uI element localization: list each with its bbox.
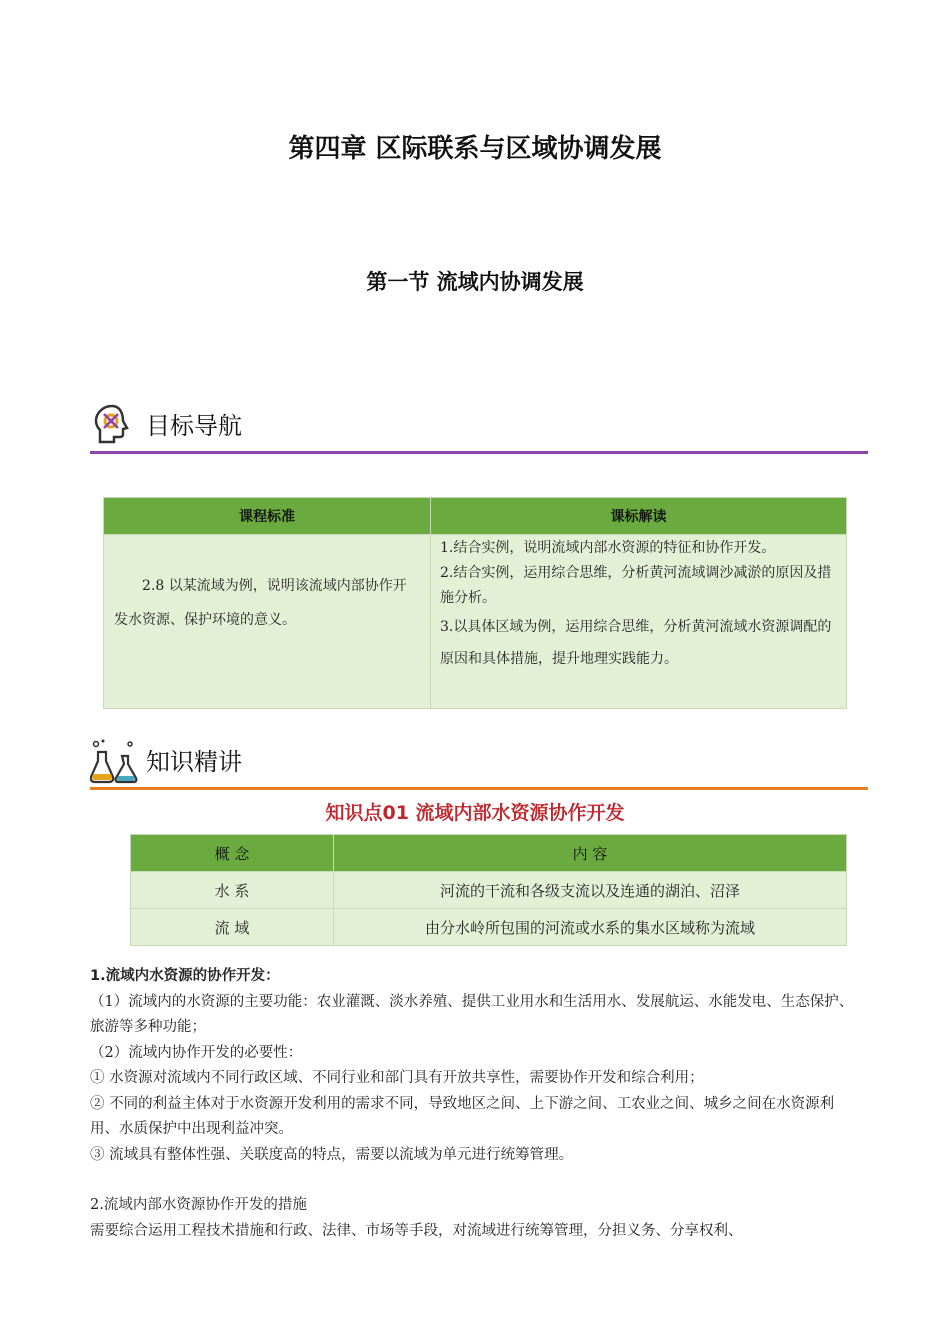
paragraph: 需要综合运用工程技术措施和行政、法律、市场等手段，对流域进行统筹管理，分担义务、分享权利、 [90,1222,743,1239]
interpretation-item: 2.结合实例，运用综合思维，分析黄河流域调沙减淤的原因及措施分析。 [440,565,832,606]
standards-header-2: 课标解读 [431,498,847,535]
interpretation-item: 1.结合实例，说明流域内部水资源的特征和协作开发。 [440,540,776,556]
concept-cell: 流 域 [131,909,334,946]
paragraph: ③ 流域具有整体性强、关联度高的特点，需要以流域为单元进行统筹管理。 [90,1146,574,1163]
content-header: 内 容 [334,835,847,872]
interpretation-cell [431,535,847,709]
content-cell: 河流的干流和各级支流以及连通的湖泊、沼泽 [334,872,847,909]
concept-cell: 水 系 [131,872,334,909]
goal-banner [90,402,868,454]
standards-header-1: 课程标准 [104,498,431,535]
standard-cell: 2.8 以某流域为例，说明该流域内部协作开发水资源、保护环境的意义。 [104,535,431,709]
paragraph: （2）流域内协作开发的必要性： [90,1044,303,1061]
interpretation-item: 3.以具体区域为例，运用综合思维，分析黄河流域水资源调配的原因和具体措施，提升地理实践能力。 [440,619,832,667]
section-title: 第一节 流域内协调发展 [366,270,584,294]
knowledge-banner-label: 知识精讲 [146,748,242,776]
table-row [131,909,847,946]
head-brain-icon [90,402,138,450]
paragraph: ① 水资源对流域内不同行政区域、不同行业和部门具有开放共享性，需要协作开发和综合利用； [90,1070,704,1086]
paragraph: ② 不同的利益主体对于水资源开发利用的需求不同，导致地区之间、上下游之间、工农业之间、城乡之间在水资源利用、水质保护中出现利益冲突。 [90,1095,835,1137]
knowledge-divider [90,787,868,790]
content-cell: 由分水岭所包围的河流或水系的集水区域称为流域 [334,909,847,946]
concept-table [130,834,847,946]
body-text [90,964,860,1244]
goal-banner-label: 目标导航 [146,412,242,440]
heading-2: 2.流域内部水资源协作开发的措施 [90,1197,307,1213]
chapter-title: 第四章 区际联系与区域协调发展 [288,134,662,164]
goal-divider [90,451,868,454]
table-row [131,872,847,909]
knowledge-point-title: 知识点01 流域内部水资源协作开发 [325,802,625,824]
knowledge-banner [90,738,868,790]
chemistry-flask-icon [90,738,138,786]
paragraph: （1）流域内的水资源的主要功能：农业灌溉、淡水养殖、提供工业用水和生活用水、发展航运、水能发电、生态保护、旅游等多种功能； [90,993,854,1035]
standards-table [103,497,847,709]
concept-header: 概 念 [131,835,334,872]
heading-1: 1.流域内水资源的协作开发： [90,968,280,984]
